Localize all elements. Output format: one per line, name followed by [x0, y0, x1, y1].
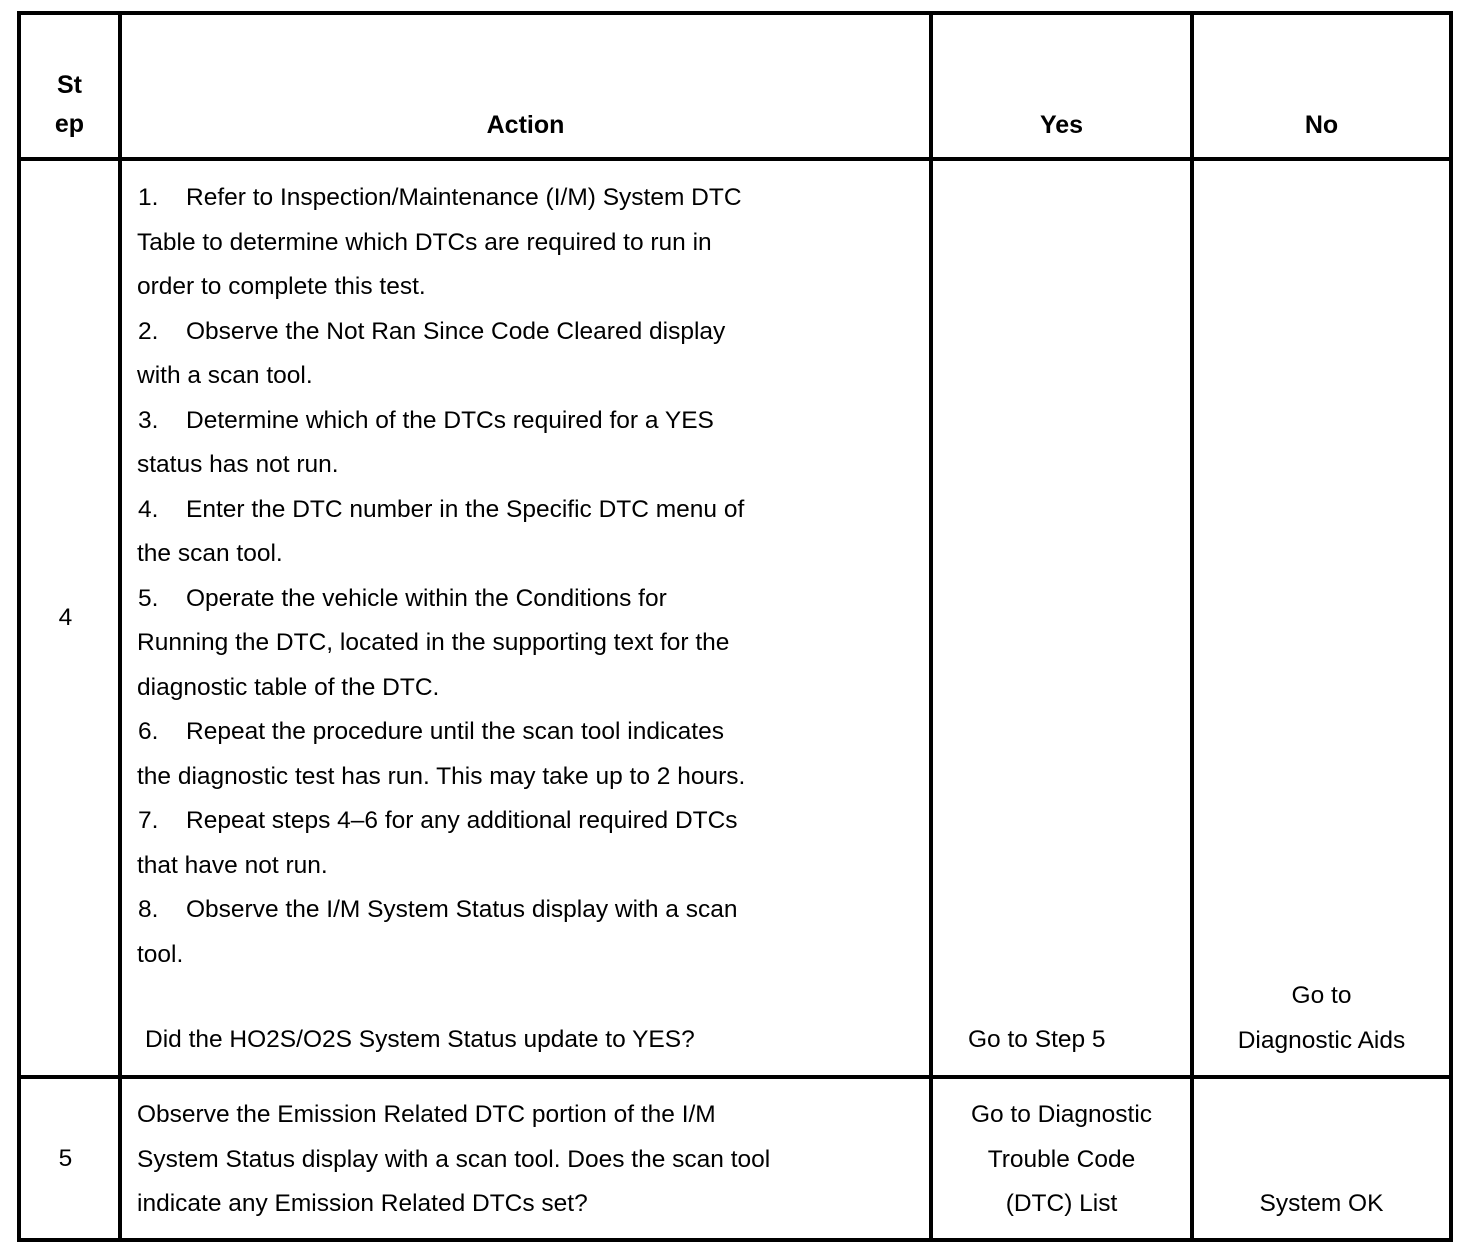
row5-step-number: 5 [58, 1145, 73, 1172]
row4-yes-action: Go to Step 5 [968, 1026, 1106, 1053]
item-number: 6. [138, 718, 159, 745]
row5-no-action: System OK [1259, 1190, 1384, 1217]
header-step: St ep [54, 71, 85, 138]
item-number: 4. [138, 495, 159, 523]
header-yes: Yes [1039, 111, 1084, 139]
row4-no-action: Go to Diagnostic Aids [1237, 982, 1406, 1054]
header-no: No [1304, 111, 1339, 139]
row4-step-number: 4 [58, 604, 73, 631]
header-action: Action [486, 111, 565, 139]
row5-yes-action: Go to Diagnostic Trouble Code (DTC) List [970, 1101, 1153, 1217]
action-item-2: 2. Observe the Not Ran Since Code Cleared display with a scan tool. [137, 310, 745, 399]
header-divider [17, 157, 1453, 161]
item-number: 3. [138, 406, 159, 434]
item-number: 2. [138, 317, 159, 345]
action-item-6: 6. Repeat the procedure until the scan tool indicates the diagnostic test has run. This may take up to 2 hours. [137, 710, 745, 799]
row-divider [17, 1075, 1453, 1079]
action-item-4: 4. Enter the DTC number in the Specific DTC menu of the scan tool. [137, 488, 745, 577]
row4-question: Did the HO2S/O2S System Status update to YES? [145, 1026, 695, 1053]
column-divider-step [118, 11, 122, 1242]
table-border-top [17, 11, 1453, 15]
diagnostic-table [17, 11, 1453, 1242]
table-border-right [1449, 11, 1453, 1242]
item-number: 8. [138, 896, 159, 923]
column-divider-action [929, 11, 933, 1242]
table-border-bottom [17, 1238, 1453, 1242]
action-item-7: 7. Repeat steps 4–6 for any additional required DTCs that have not run. [137, 799, 745, 888]
action-item-8: 8. Observe the I/M System Status display with a scan tool. [137, 888, 745, 977]
row5-action: Observe the Emission Related DTC portion of the I/M System Status display with a scan tool. Does the scan tool indicate any Emission Related DTCs set? [137, 1101, 771, 1217]
action-item-1: 1. Refer to Inspection/Maintenance (I/M) System DTC Table to determine which DTCs are required to run in order to complete this test. [137, 176, 745, 310]
action-item-3: 3. Determine which of the DTCs required for a YES status has not run. [137, 399, 745, 488]
action-item-5: 5. Operate the vehicle within the Conditions for Running the DTC, located in the supporting text for the diagnostic table of the DTC. [137, 577, 745, 711]
item-number: 5. [138, 584, 159, 612]
row4-action [137, 176, 745, 977]
item-number: 7. [138, 807, 159, 834]
item-number: 1. [138, 184, 159, 211]
